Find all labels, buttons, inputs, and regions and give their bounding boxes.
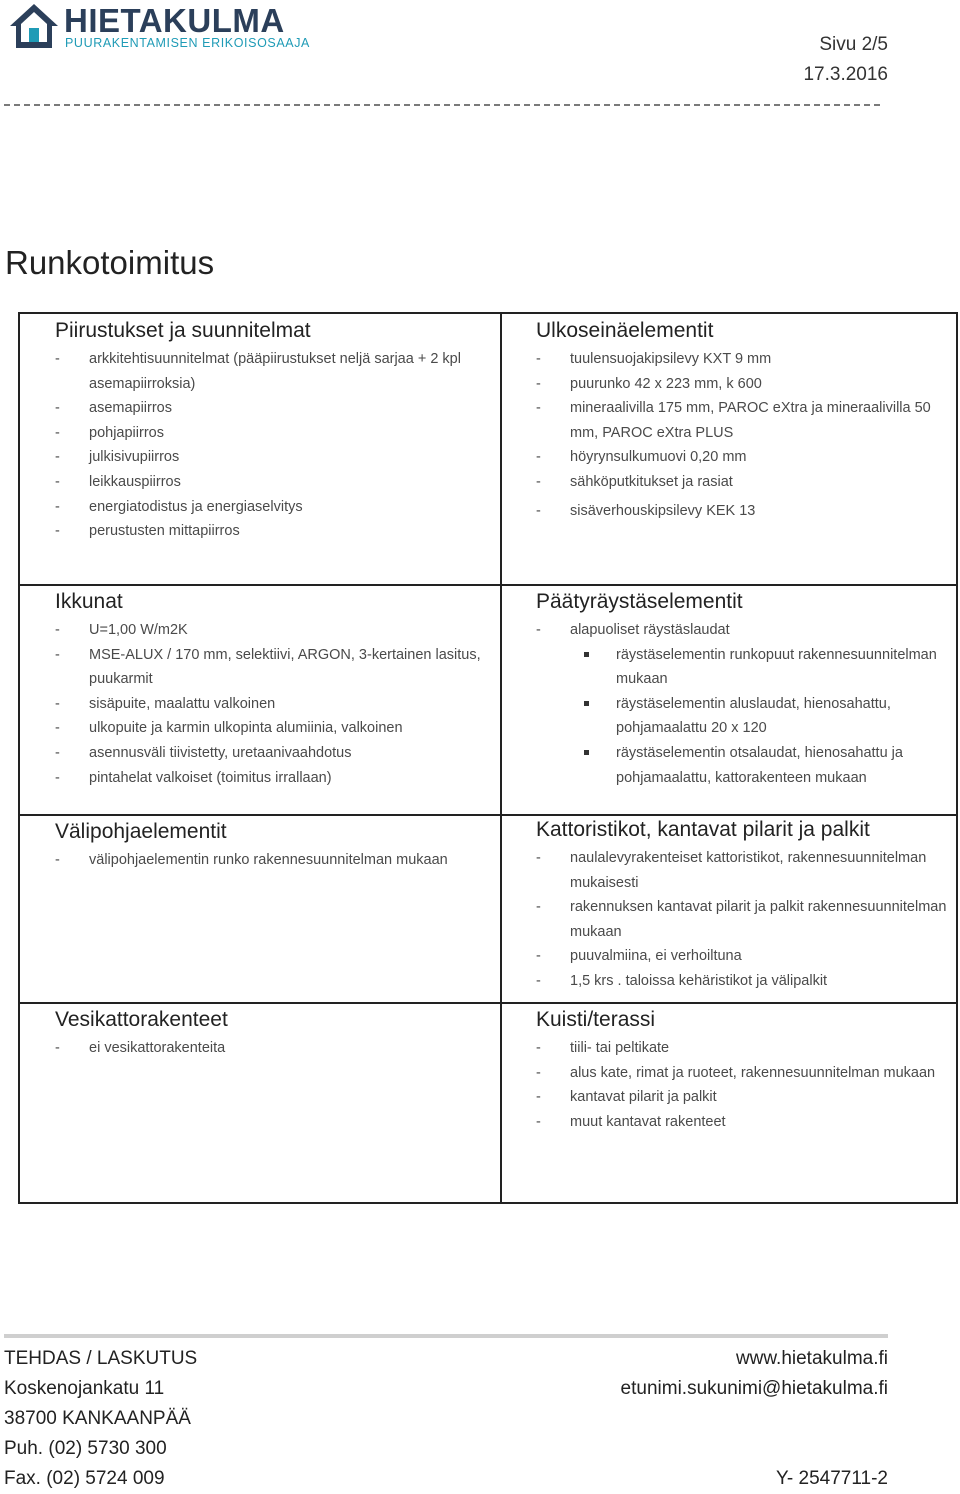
list-item: - leikkauspiirros <box>55 473 181 490</box>
list-item: - perustusten mittapiirros <box>55 523 240 540</box>
header-divider <box>4 104 880 106</box>
list-item: - pintahelat valkoiset (toimitus irrallaan) <box>55 769 332 786</box>
list-item: - mineraalivilla 175 mm, PAROC eXtra ja mineraalivilla 50 mm, PAROC eXtra PLUS <box>536 400 931 441</box>
list-item: - pohjapiirros <box>55 424 164 441</box>
list-item: - sähköputkitukset ja rasiat <box>536 473 733 490</box>
section-piirustukset <box>55 319 485 544</box>
footer-divider <box>4 1334 888 1338</box>
list-item: - välipohjaelementin runko rakennesuunnitelman mukaan <box>55 852 448 868</box>
square-bullet-icon <box>584 750 589 755</box>
section-heading: Päätyräystäselementit <box>536 590 743 613</box>
list-item: - MSE-ALUX / 170 mm, selektiivi, ARGON, 3-kertainen lasitus, puukarmit <box>55 646 481 688</box>
list-item: - ei vesikattorakenteita <box>55 1040 226 1056</box>
street-address: Koskenojankatu 11 <box>4 1378 165 1399</box>
list-item: - asemapiirros <box>55 400 172 417</box>
list-item: - asennusväli tiivistetty, uretaanivaahdotus <box>55 744 352 761</box>
section-ulkoseinaelementit <box>536 319 954 523</box>
list-item: - energiatodistus ja energiaselvitys <box>55 498 303 515</box>
list-item: - julkisivupiirros <box>55 449 180 466</box>
list-item: - rakennuksen kantavat pilarit ja palkit rakennesuunnitelman mukaan <box>536 899 947 940</box>
logo-subtitle: PUURAKENTAMISEN ERIKOISOSAAJA <box>65 36 310 50</box>
section-kattoristikot <box>536 818 956 994</box>
list-item: - sisäpuite, maalattu valkoinen <box>55 695 276 712</box>
business-id: Y- 2547711-2 <box>776 1468 888 1489</box>
list-item: - puuvalmiina, ei verhoiltuna <box>536 948 742 965</box>
section-heading: Kattoristikot, kantavat pilarit ja palkit <box>536 818 870 841</box>
list-item: - arkkitehtisuunnitelmat (pääpiirustukset neljä sarjaa + 2 kpl asemapiirroksia) <box>55 351 461 392</box>
section-ikkunat <box>55 590 485 790</box>
section-heading: Ulkoseinäelementit <box>536 319 714 342</box>
row-divider <box>20 584 956 586</box>
section-heading: Kuisti/terassi <box>536 1008 656 1031</box>
section-valipohjaelementit <box>55 820 485 873</box>
list-item: - muut kantavat rakenteet <box>536 1113 726 1130</box>
house-logo-icon <box>8 2 60 50</box>
list-item: - kantavat pilarit ja palkit <box>536 1089 717 1106</box>
footer-links <box>621 1344 888 1494</box>
square-bullet-icon <box>584 652 589 657</box>
list-item: - 1,5 krs . taloissa kehäristikot ja välipalkit <box>536 972 828 989</box>
section-heading: Piirustukset ja suunnitelmat <box>55 319 311 342</box>
section-paatyraystaselementit <box>536 590 954 790</box>
sub-list-item: räystäselementin runkopuut rakennesuunnitelman mukaan <box>536 643 954 692</box>
footer-heading: TEHDAS / LASKUTUS <box>4 1348 198 1369</box>
row-divider <box>20 1002 956 1004</box>
column-divider <box>500 314 502 1202</box>
list-item: - alapuoliset räystäslaudat <box>536 622 730 638</box>
list-item: - höyrynsulkumuovi 0,20 mm <box>536 449 747 466</box>
document-date: 17.3.2016 <box>803 64 888 85</box>
section-vesikattorakenteet <box>55 1008 485 1061</box>
list-item: - tiili- tai peltikate <box>536 1040 670 1056</box>
logo-title: HIETAKULMA <box>64 2 285 39</box>
row-divider <box>20 814 956 816</box>
phone-number: Puh. (02) 5730 300 <box>4 1438 167 1459</box>
page-title: Runkotoimitus <box>5 244 215 281</box>
section-heading: Välipohjaelementit <box>55 820 227 843</box>
list-item: - puurunko 42 x 223 mm, k 600 <box>536 375 762 392</box>
sub-list-item: räystäselementin aluslaudat, hienosahattu, pohjamaalattu 20 x 120 <box>536 692 954 741</box>
sub-list-item: räystäselementin otsalaudat, hienosahattu ja pohjamaalattu, kattorakenteen mukaan <box>536 741 954 790</box>
section-kuisti-terassi <box>536 1008 956 1134</box>
list-item: - naulalevyrakenteiset kattoristikot, rakennesuunnitelman mukaisesti <box>536 850 927 891</box>
section-heading: Vesikattorakenteet <box>55 1008 228 1031</box>
list-item: - sisäverhouskipsilevy KEK 13 <box>536 502 756 519</box>
page-number: Sivu 2/5 <box>819 34 888 55</box>
fax-number: Fax. (02) 5724 009 <box>4 1468 165 1489</box>
email-link[interactable]: etunimi.sukunimi@hietakulma.fi <box>620 1378 888 1399</box>
section-heading: Ikkunat <box>55 590 123 613</box>
list-item: - ulkopuite ja karmin ulkopinta alumiinia, valkoinen <box>55 720 403 737</box>
footer-contact <box>4 1344 197 1494</box>
company-logo <box>8 2 308 54</box>
list-item: - U=1,00 W/m2K <box>55 622 188 638</box>
square-bullet-icon <box>584 701 589 706</box>
list-item: - tuulensuojakipsilevy KXT 9 mm <box>536 351 772 367</box>
postal-address: 38700 KANKAANPÄÄ <box>4 1408 191 1429</box>
website-link[interactable]: www.hietakulma.fi <box>735 1348 888 1369</box>
specification-table <box>18 312 958 1204</box>
list-item: - alus kate, rimat ja ruoteet, rakennesuunnitelman mukaan <box>536 1064 936 1081</box>
